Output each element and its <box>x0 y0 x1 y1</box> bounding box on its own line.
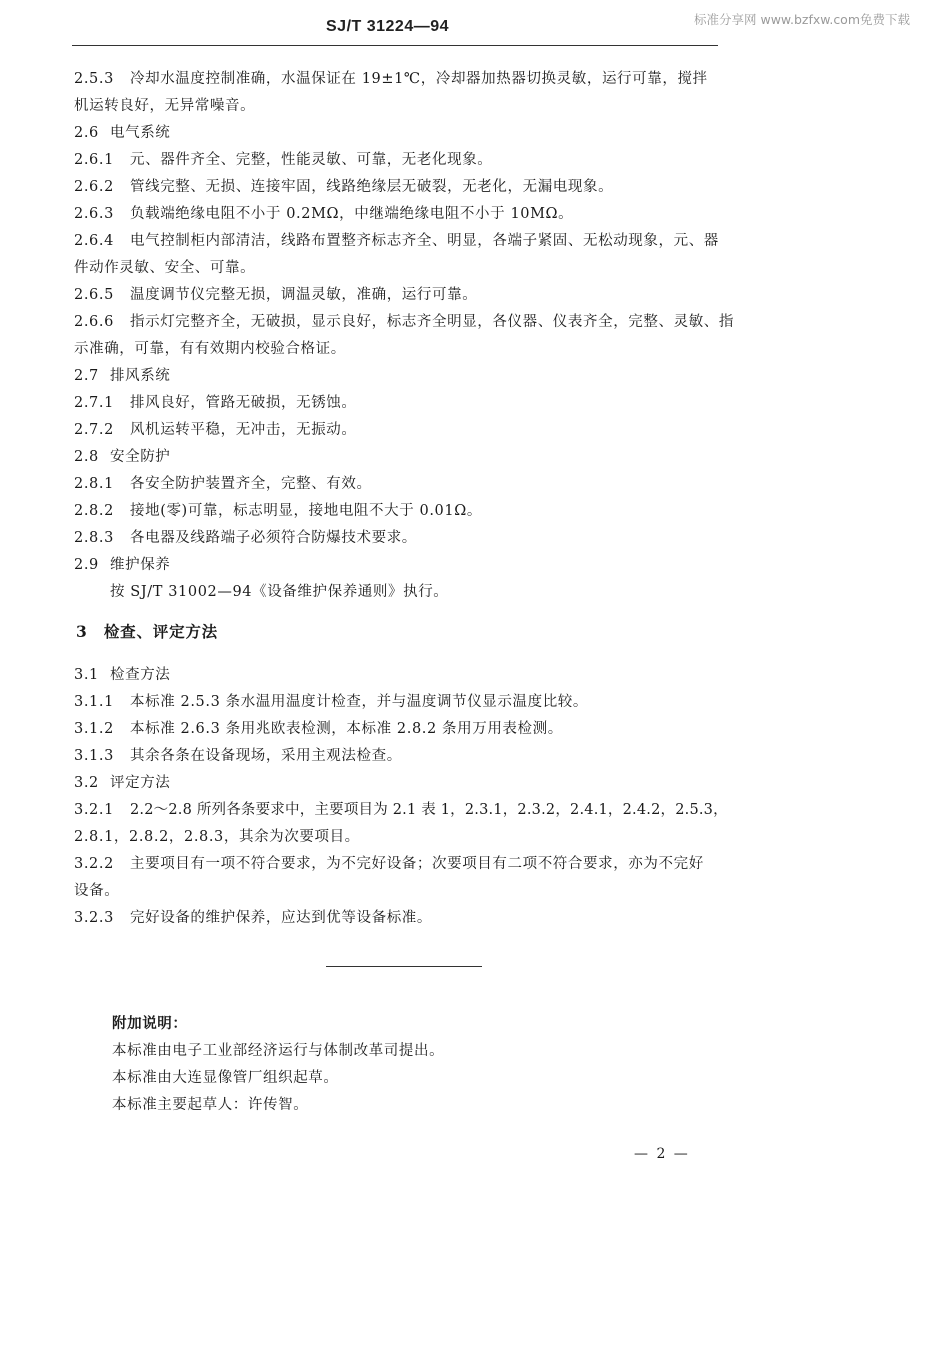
clause-number: 3.1.1 <box>74 694 114 710</box>
clause-2-8-1 <box>74 474 724 494</box>
clause-number: 3.2.3 <box>74 910 114 926</box>
clause-text: 2.2～2.8 所列各条要求中，主要项目为 2.1 表 1，2.3.1，2.3.2，2.4.1，2.4.2，2.5.3， <box>130 802 728 818</box>
clause-text: 检查方法 <box>110 667 171 683</box>
clause-2-6-3 <box>74 204 724 224</box>
clause-text: 冷却水温度控制准确，水温保证在 19±1℃，冷却器加热器切换灵敏，运行可靠，搅拌 <box>130 71 708 87</box>
clause-number: 2.6.2 <box>74 179 114 195</box>
clause-2-5-3 <box>74 69 724 89</box>
clause-text: 维护保养 <box>110 557 171 573</box>
clause-number: 2.9 <box>74 557 99 573</box>
clause-number: 3.1 <box>74 667 99 683</box>
clause-text: 本标准 2.6.3 条用兆欧表检测，本标准 2.8.2 条用万用表检测。 <box>130 721 563 737</box>
end-rule <box>326 966 482 967</box>
clause-2-7-1 <box>74 393 724 413</box>
clause-number: 2.8.1 <box>74 476 114 492</box>
clause-2-6-1 <box>74 150 724 170</box>
clause-number: 2.8.3 <box>74 530 114 546</box>
clause-text: 管线完整、无损、连接牢固，线路绝缘层无破裂，无老化，无漏电现象。 <box>130 179 614 195</box>
clause-2-9-text <box>110 582 760 602</box>
clause-text: 电气系统 <box>110 125 171 141</box>
clause-text: 元、器件齐全、完整，性能灵敏、可靠，无老化现象。 <box>130 152 493 168</box>
clause-text: 排风良好，管路无破损，无锈蚀。 <box>130 395 357 411</box>
clause-2-7-2 <box>74 420 724 440</box>
clause-text: 评定方法 <box>110 775 171 791</box>
clause-number: 3.1.2 <box>74 721 114 737</box>
document-code: SJ/T 31224—94 <box>326 18 450 35</box>
clause-2-6-2 <box>74 177 724 197</box>
clause-2-8-2 <box>74 501 724 521</box>
clause-text: 各电器及线路端子必须符合防爆技术要求。 <box>130 530 417 546</box>
clause-3-2-1 <box>74 800 728 820</box>
clause-2-8 <box>74 447 724 467</box>
clause-2-5-3-cont <box>74 96 724 116</box>
clause-text: 按 SJ/T 31002—94《设备维护保养通则》执行。 <box>110 584 449 600</box>
clause-3-1-3 <box>74 746 724 766</box>
clause-3-1-1 <box>74 692 724 712</box>
watermark-text[interactable]: 标准分享网 www.bzfxw.com免费下载 <box>694 12 911 27</box>
clause-text: 主要项目有一项不符合要求，为不完好设备；次要项目有二项不符合要求，亦为不完好 <box>130 856 704 872</box>
clause-3-2-2 <box>74 854 724 874</box>
clause-number: 2.7.2 <box>74 422 114 438</box>
clause-3-2-1-cont <box>74 827 724 847</box>
clause-number: 2.8.2 <box>74 503 114 519</box>
clause-number: 3.2.1 <box>74 802 114 818</box>
clause-number: 2.6.1 <box>74 152 114 168</box>
clause-3-2-3 <box>74 908 724 928</box>
clause-2-9 <box>74 555 724 575</box>
clause-number: 3.2.2 <box>74 856 114 872</box>
page-number: — 2 — <box>634 1146 690 1162</box>
clause-text: 完好设备的维护保养，应达到优等设备标准。 <box>130 910 432 926</box>
clause-number: 2.6.4 <box>74 233 114 249</box>
clause-number: 3.2 <box>74 775 99 791</box>
clause-text: 风机运转平稳，无冲击，无振动。 <box>130 422 357 438</box>
note-item: 本标准由大连显像管厂组织起草。 <box>112 1070 339 1086</box>
clause-text: 接地(零)可靠，标志明显，接地电阻不大于 0.01Ω。 <box>130 503 482 519</box>
clause-2-6-5 <box>74 285 724 305</box>
clause-number: 2.7 <box>74 368 99 384</box>
clause-2-6-6 <box>74 312 734 332</box>
note-item: 本标准主要起草人：许传智。 <box>112 1097 309 1113</box>
clause-text: 各安全防护装置齐全，完整、有效。 <box>130 476 372 492</box>
clause-3-1-2 <box>74 719 724 739</box>
clause-text: 机运转良好，无异常噪音。 <box>74 98 256 114</box>
clause-text: 其余各条在设备现场，采用主观法检查。 <box>130 748 402 764</box>
clause-number: 2.6.5 <box>74 287 114 303</box>
clause-text: 安全防护 <box>110 449 171 465</box>
clause-3-2 <box>74 773 724 793</box>
clause-2-6 <box>74 123 724 143</box>
clause-number: 3.1.3 <box>74 748 114 764</box>
clause-3-1 <box>74 665 724 685</box>
clause-number: 2.6.3 <box>74 206 114 222</box>
clause-text: 件动作灵敏、安全、可靠。 <box>74 260 256 276</box>
clause-text: 负载端绝缘电阻不小于 0.2MΩ，中继端绝缘电阻不小于 10MΩ。 <box>130 206 574 222</box>
clause-2-8-3 <box>74 528 724 548</box>
clause-2-6-4-cont <box>74 258 724 278</box>
clause-text: 指示灯完整齐全，无破损，显示良好，标志齐全明显，各仪器、仪表齐全，完整、灵敏、指 <box>130 314 734 330</box>
notes-title: 附加说明： <box>112 1015 188 1032</box>
clause-text: 排风系统 <box>110 368 171 384</box>
note-item: 本标准由电子工业部经济运行与体制改革司提出。 <box>112 1043 445 1059</box>
clause-3-2-2-cont <box>74 881 724 901</box>
clause-text: 电气控制柜内部清洁，线路布置整齐标志齐全、明显，各端子紧固、无松动现象，元、器 <box>130 233 719 249</box>
clause-text: 2.8.1，2.8.2，2.8.3，其余为次要项目。 <box>74 829 360 845</box>
clause-2-6-6-cont <box>74 339 724 359</box>
clause-text: 温度调节仪完整无损，调温灵敏，准确，运行可靠。 <box>130 287 478 303</box>
clause-2-7 <box>74 366 724 386</box>
clause-2-6-4 <box>74 231 724 251</box>
clause-text: 设备。 <box>74 883 120 899</box>
clause-number: 2.8 <box>74 449 99 465</box>
clause-number: 2.6 <box>74 125 99 141</box>
clause-number: 2.6.6 <box>74 314 114 330</box>
section-3-heading: 3 检查、评定方法 <box>76 622 218 641</box>
header-rule <box>72 45 718 46</box>
clause-number: 2.7.1 <box>74 395 114 411</box>
clause-text: 本标准 2.5.3 条水温用温度计检查，并与温度调节仪显示温度比较。 <box>130 694 589 710</box>
clause-text: 示准确，可靠，有有效期内校验合格证。 <box>74 341 346 357</box>
clause-number: 2.5.3 <box>74 71 114 87</box>
